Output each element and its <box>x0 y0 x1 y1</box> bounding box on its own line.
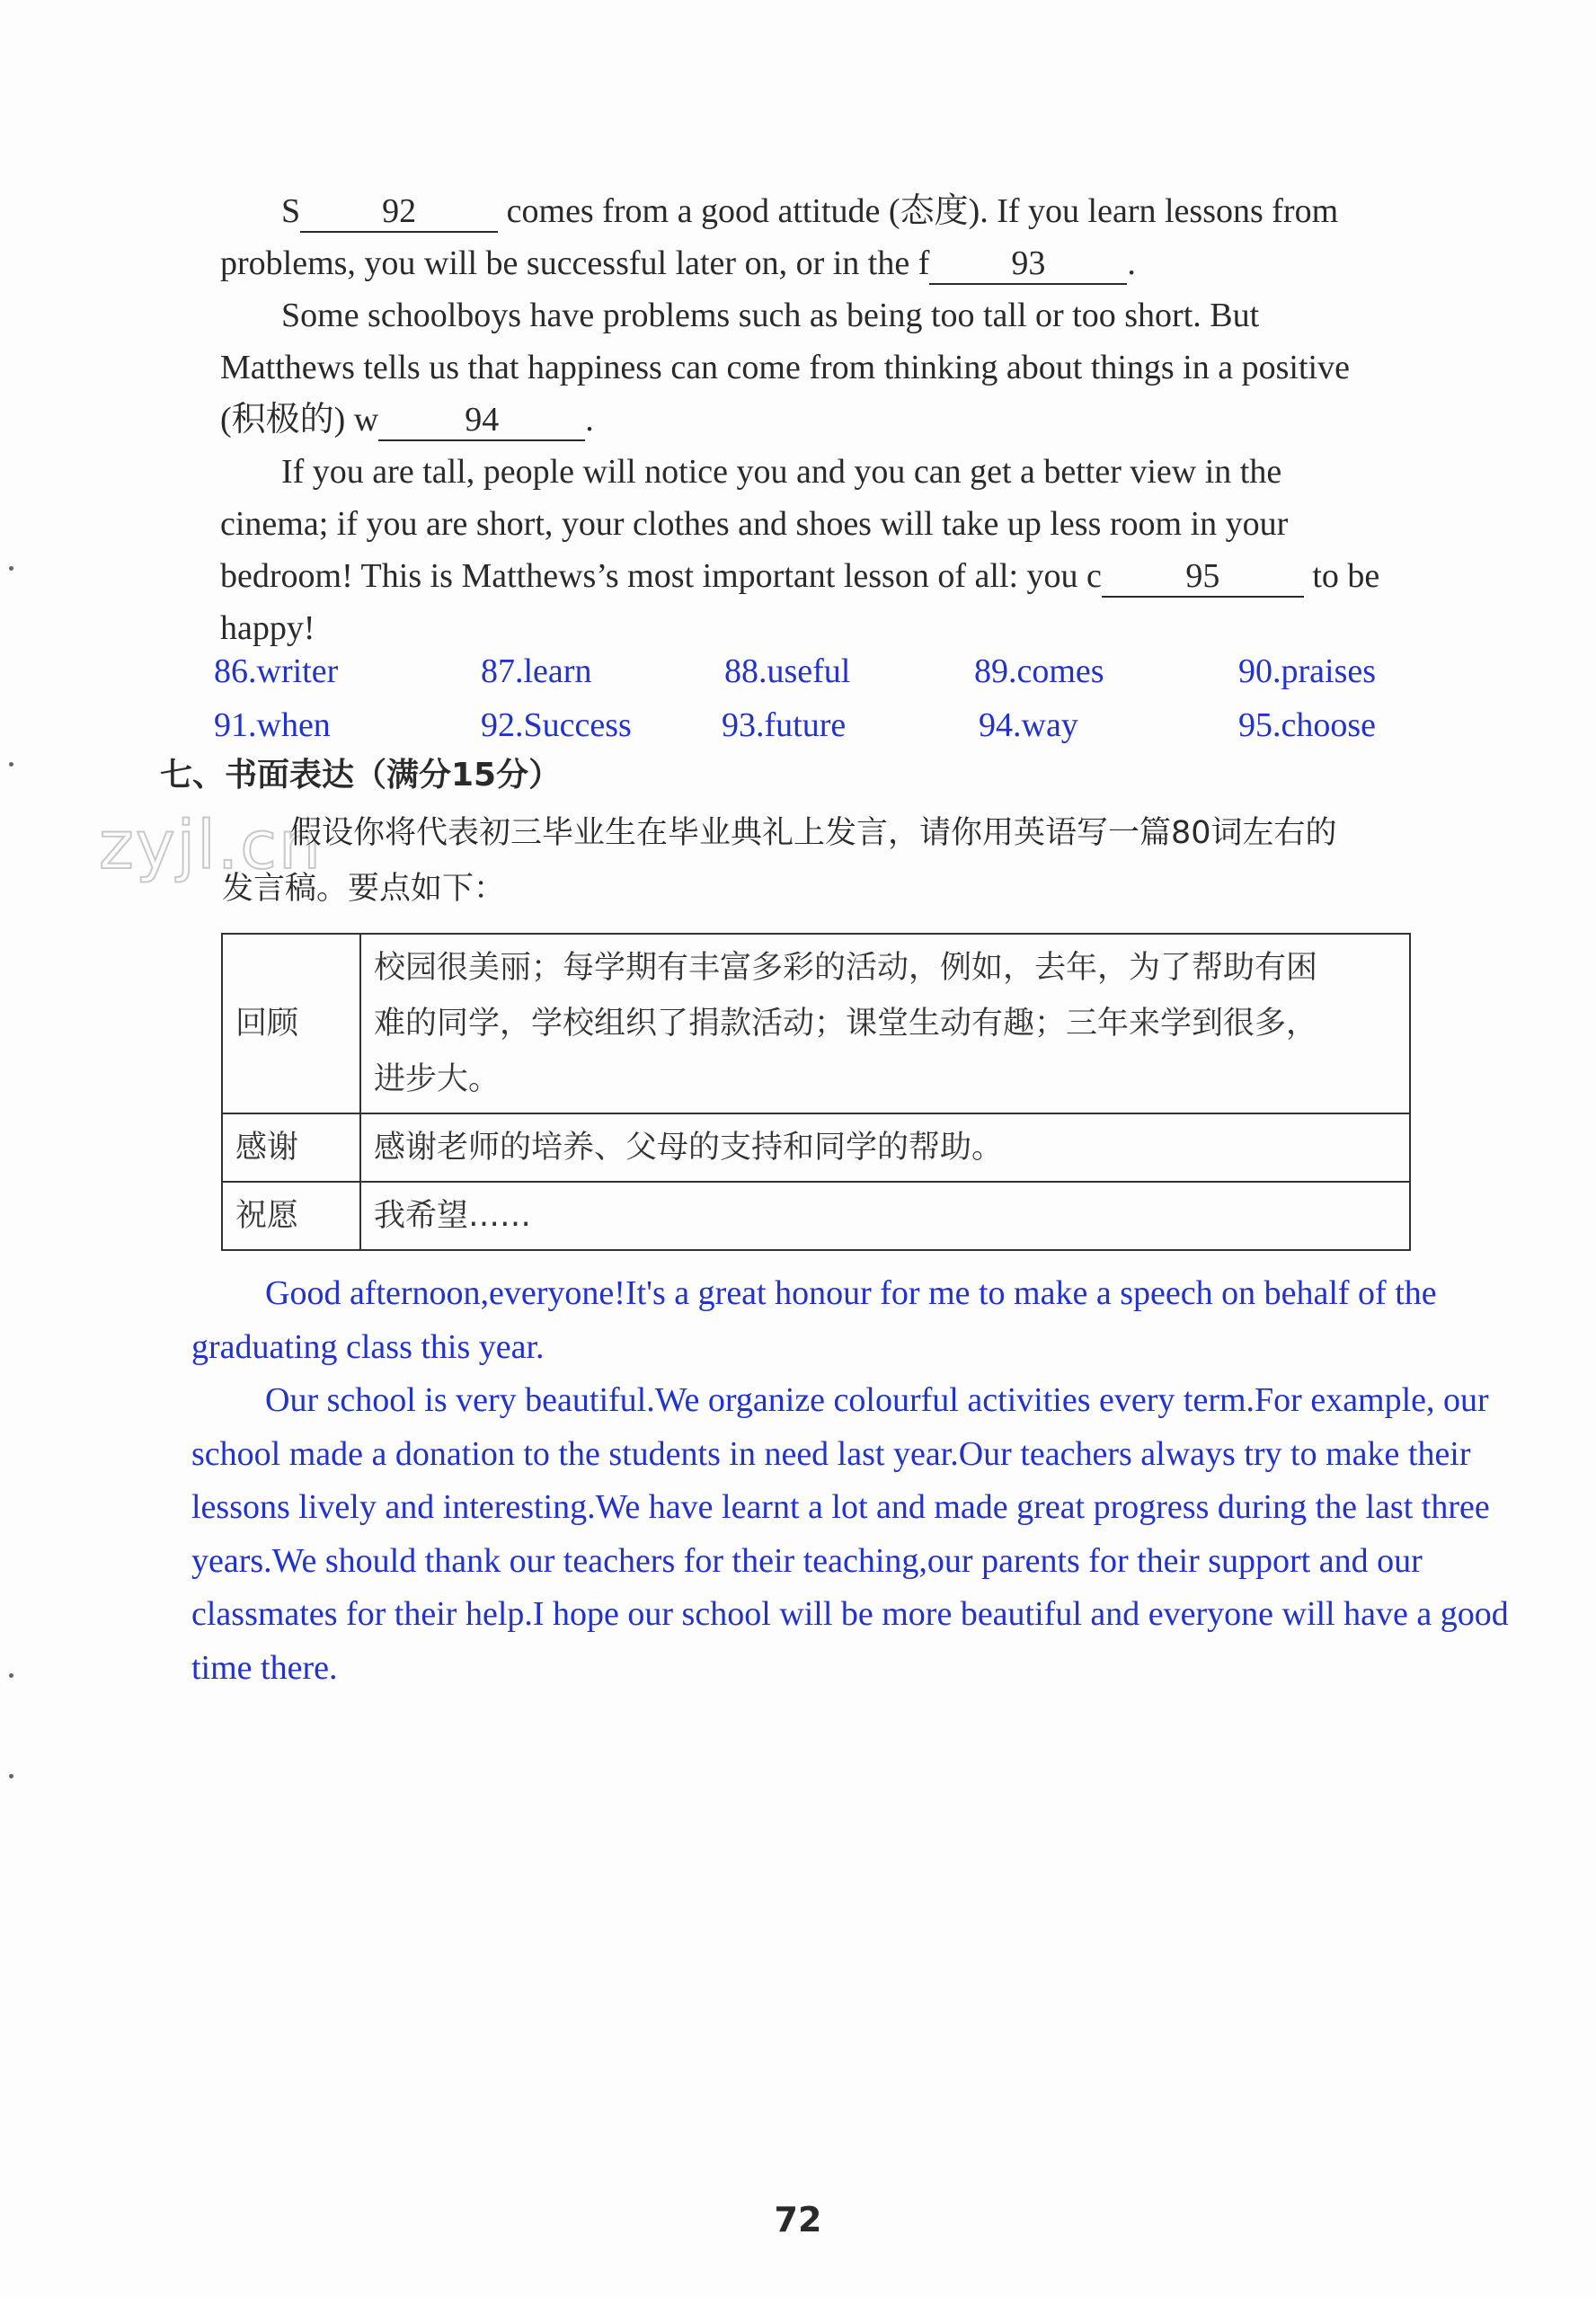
requirements-table <box>221 933 1411 1251</box>
writing-prompt: 发言稿。要点如下： <box>222 871 506 907</box>
table-key: 回顾 <box>222 934 360 1113</box>
margin-dot <box>9 1673 13 1678</box>
passage-line: cinema; if you are short, your clothes and shoes will take up less room in your <box>220 505 1289 543</box>
passage-line: S 92 comes from a good attitude (态度). If you learn lessons from <box>281 185 1338 237</box>
answer-item: 91.when <box>214 706 331 744</box>
answer-item: 90.praises <box>1238 652 1377 690</box>
answer-item: 88.useful <box>724 652 851 690</box>
margin-dot <box>9 1774 13 1778</box>
table-row <box>222 1113 1410 1182</box>
answer-blank-93: 93 <box>929 244 1127 285</box>
answer-item: 92.Success <box>481 706 632 744</box>
table-value: 我希望…… <box>360 1182 1410 1250</box>
passage-line: If you are tall, people will notice you and you can get a better view in the <box>281 453 1282 491</box>
answer-item: 95.choose <box>1238 706 1377 744</box>
passage-line: problems, you will be successful later on, or in the f 93 . <box>220 237 1136 289</box>
answer-item: 86.writer <box>214 652 339 690</box>
margin-dot <box>9 762 13 767</box>
answer-blank-92: 92 <box>300 191 498 233</box>
essay-paragraph: Our school is very beautiful.We organize colourful activities every term.For example, our school made a donation to the students in need last year.Our teachers always try to make their lessons lively and interesting.We have learnt a lot and made great progress during the last three years.We should thank our teachers for their teaching,our parents for their support and our classmates for their help.I hope our school will be more beautiful and everyone will have a good time there. <box>191 1381 1509 1687</box>
passage-line: happy! <box>220 609 315 647</box>
model-essay <box>191 1267 1575 1695</box>
passage-line: Some schoolboys have problems such as being too tall or too short. But <box>281 297 1260 334</box>
table-value: 校园很美丽；每学期有丰富多彩的活动，例如，去年，为了帮助有困 难的同学，学校组织了捐款活动；课堂生动有趣；三年来学到很多， 进步大。 <box>360 934 1410 1113</box>
answer-blank-95: 95 <box>1102 556 1304 598</box>
page-number: 72 <box>774 2200 822 2239</box>
passage-line: Matthews tells us that happiness can come from thinking about things in a positive <box>220 349 1350 386</box>
answer-item: 93.future <box>722 706 847 744</box>
passage-line: (积极的) w 94 . <box>220 394 594 446</box>
table-value: 感谢老师的培养、父母的支持和同学的帮助。 <box>360 1113 1410 1182</box>
writing-prompt: 假设你将代表初三毕业生在毕业典礼上发言，请你用英语写一篇80词左右的 <box>290 815 1337 851</box>
table-key: 感谢 <box>222 1113 360 1182</box>
passage-line: bedroom! This is Matthews’s most important lesson of all: you c 95 to be <box>220 550 1379 602</box>
section-heading: 七、书面表达（满分15分） <box>160 757 562 794</box>
answer-item: 87.learn <box>481 652 592 690</box>
answer-blank-94: 94 <box>378 400 585 441</box>
margin-dot <box>9 566 13 571</box>
essay-paragraph: Good afternoon,everyone!It's a great honour for me to make a speech on behalf of the graduating class this year. <box>191 1274 1437 1366</box>
watermark-logo: zyjl.cn <box>99 807 323 884</box>
table-row <box>222 934 1410 1113</box>
answer-item: 94.way <box>979 706 1078 744</box>
table-key: 祝愿 <box>222 1182 360 1250</box>
answer-item: 89.comes <box>974 652 1104 690</box>
table-row <box>222 1182 1410 1250</box>
